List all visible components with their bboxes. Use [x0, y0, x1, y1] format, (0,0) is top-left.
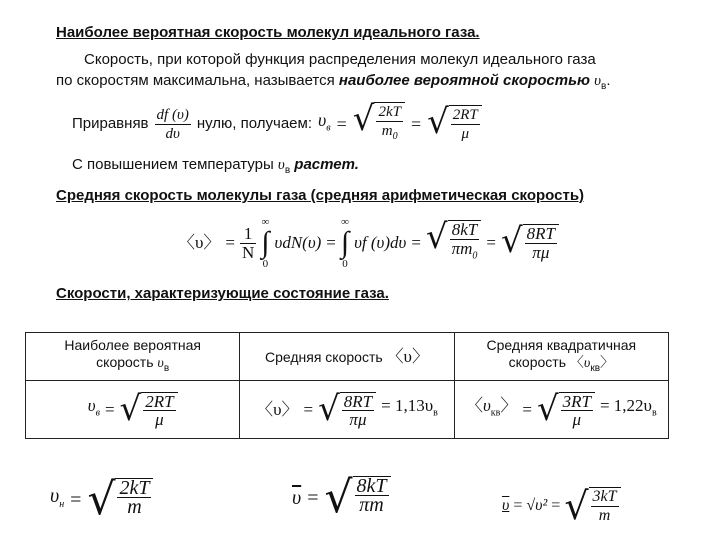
table-header-row — [26, 333, 669, 381]
header-most-probable-word: скорость — [96, 353, 154, 370]
equate-sqrt1-num: 2kT — [378, 104, 401, 120]
formula-mean — [256, 388, 438, 429]
formula-rms: 〈$\upsilon_{кв}$〉 = √ $\frac{3RT}{\mu}$ = $1,22\upsilon_в$ — [465, 388, 657, 429]
header-mean-text: Средняя скорость — [264, 348, 383, 365]
definition-end: . — [606, 72, 611, 89]
table-formula-row — [26, 381, 669, 439]
header-rms-l1: Средняя квадратичная — [486, 336, 637, 353]
formula-mean-den: πμ — [349, 409, 367, 429]
bottom-f3-den: m — [598, 507, 611, 524]
bottom-f2-den: πm — [359, 494, 384, 516]
sqrt-sign-icon: √ — [352, 99, 375, 139]
formula-mp-num: 2RT — [145, 391, 174, 411]
bottom-f3-sqrt — [564, 484, 620, 528]
header-most-probable-sym: υ — [157, 355, 164, 371]
integral-2-lower: 0 — [342, 258, 348, 270]
mean-lhs: 〈υ〉 — [178, 233, 221, 252]
equate-sqrt1-den: m — [381, 123, 393, 139]
formula-mean-lhs: 〈υ〉 — [256, 400, 299, 419]
temp-symbol: υ — [277, 157, 285, 173]
bottom-f2-sqrt — [324, 472, 390, 523]
equate-sqrt1 — [352, 99, 405, 146]
table-formula-mean — [240, 381, 454, 439]
paragraph-definition-line2 — [56, 72, 611, 96]
equate-prefix: Приравняв — [72, 115, 149, 132]
equate-eq1: = — [336, 114, 347, 134]
header-mean-sym: 〈υ〉 — [386, 346, 429, 366]
integral-2-upper: ∞ — [341, 216, 349, 228]
formula-rms-num: 3RT — [562, 391, 591, 411]
bottom-f1-sqrt — [87, 474, 153, 525]
equate-lhs-sub: в — [326, 122, 331, 134]
table-header-most-probable — [26, 333, 240, 381]
equate-sqrt1-den-sub: 0 — [392, 131, 398, 142]
formula-mean-sqrt — [318, 388, 376, 429]
table-formula-most-probable — [26, 381, 240, 439]
bottom-f2-num: 8kT — [356, 475, 387, 497]
mean-eq3: = — [411, 233, 421, 252]
temperature-line — [72, 156, 359, 180]
integral-sign-icon: ∫ — [340, 226, 350, 259]
definition-term: наиболее вероятной скоростью — [338, 72, 590, 89]
header-rms-l2: скорость 〈$\upsilon_{кв}$〉 — [508, 353, 615, 374]
header-rms-sym: υ — [583, 355, 591, 371]
temp-suffix: растет. — [294, 156, 359, 173]
equate-middle-text: нулю, получаем: — [196, 115, 312, 132]
sqrt-sign-icon: √ — [427, 102, 449, 142]
heading-speeds-table: Скорости, характеризующие состояние газа. — [56, 285, 389, 302]
bottom-f2-lhs: $\overline{\upsilon}$ — [292, 487, 302, 509]
mean-eq2: = — [326, 233, 336, 252]
derivative-numerator: df (υ) — [156, 106, 189, 123]
integral-sign-icon: ∫ — [261, 226, 270, 259]
sqrt-sign-icon: √ — [425, 217, 448, 258]
equate-sqrt2 — [427, 102, 482, 143]
bottom-f1-eq: = — [70, 489, 82, 511]
equate-lhs-symbol — [318, 111, 331, 138]
mean-sqrt1-den-sub: 0 — [472, 250, 478, 262]
header-most-probable-sub: в — [163, 362, 170, 374]
temp-prefix: С повышением температуры — [72, 156, 274, 173]
sqrt-sign-icon: √ — [318, 388, 340, 429]
equate-eq2: = — [410, 114, 422, 134]
formula-mean-tail: = 1,13υ — [381, 396, 434, 416]
mean-int1-body: υdN(υ) — [274, 233, 322, 252]
mean-eq1: = — [225, 233, 236, 252]
header-most-probable-l2 — [30, 354, 235, 377]
mean-sqrt2 — [500, 221, 559, 262]
bottom-f3-lhs: υ — [502, 497, 510, 514]
formula-rms-tail: = 1,22υ — [599, 396, 652, 416]
sqrt-sign-icon: √ — [87, 474, 116, 525]
table-header-mean — [240, 333, 454, 381]
definition-symbol-sub: в — [601, 81, 607, 92]
formula-rms-lhs: υ — [482, 396, 491, 416]
formula-mp-lhs: υ — [87, 396, 96, 416]
formula-mean-eq: = — [303, 400, 314, 419]
bottom-f3-mid: √υ² — [526, 497, 548, 514]
header-rms-sub: кв — [590, 362, 601, 374]
derivative-fraction — [155, 106, 191, 143]
formula-rms-lhs-sub: кв — [490, 407, 501, 419]
formula-rms-den: μ — [572, 409, 582, 429]
formula-mp-sqrt — [119, 388, 178, 429]
derivative-denominator: dυ — [165, 125, 180, 142]
formula-mp-den: μ — [155, 409, 164, 429]
integral-2 — [341, 216, 349, 270]
formula-most-probable — [87, 388, 178, 429]
mean-fraction — [240, 225, 256, 262]
formula-mean-tail-sub: в — [433, 407, 438, 419]
speeds-comparison-table — [25, 332, 669, 439]
mean-sqrt1 — [425, 217, 481, 265]
bottom-f1-sub: н — [59, 498, 65, 510]
mean-int2-body: υf (υ)dυ — [354, 233, 407, 252]
sqrt-sign-icon: √ — [119, 388, 142, 429]
mean-sqrt1-num: 8kT — [450, 221, 480, 240]
bottom-formula-most-probable — [50, 470, 153, 530]
formula-mp-eq: = — [104, 400, 115, 419]
sqrt-sign-icon: √ — [500, 221, 523, 261]
mean-speed-formula — [178, 214, 559, 272]
bottom-f3-eq1: = — [513, 497, 523, 514]
header-most-probable-l1: Наиболее вероятная — [64, 336, 201, 353]
header-rms-word: скорость — [508, 353, 566, 370]
equate-line — [72, 96, 482, 152]
mean-sqrt2-den: πμ — [532, 243, 550, 262]
integral-1 — [261, 216, 269, 270]
bottom-f1-den: m — [127, 496, 142, 518]
definition-prefix: по скоростям максимальна, называется — [56, 72, 339, 89]
bottom-f3-eq2: = — [551, 497, 561, 514]
mean-sqrt2-num: 8RT — [526, 224, 555, 243]
equate-sqrt2-num: 2RT — [452, 107, 478, 123]
heading-most-probable-speed: Наиболее вероятная скорость молекул идеального газа. — [56, 24, 480, 41]
sqrt-sign-icon: √ — [324, 472, 353, 523]
heading-mean-speed: Средняя скорость молекулы газа (средняя арифметическая скорость) — [56, 187, 585, 204]
bottom-f1-lhs: υ — [50, 484, 60, 507]
bottom-f2-eq: = — [307, 487, 319, 509]
formula-rms-eq: = — [522, 400, 532, 419]
paragraph-definition-line1: Скорость, при которой функция распределения молекул идеального газа — [84, 51, 596, 68]
mean-frac-num: 1 — [240, 225, 256, 244]
mean-eq4: = — [486, 233, 496, 252]
bottom-f1-num: 2kT — [119, 477, 150, 499]
bottom-f3-num: 3kT — [592, 488, 617, 505]
integral-1-lower: 0 — [262, 258, 269, 270]
temp-sub: в — [284, 165, 291, 176]
table-header-rms — [454, 333, 668, 381]
formula-mp-sub: в — [95, 407, 100, 419]
equate-lhs: υ — [318, 109, 327, 130]
formula-mean-num: 8RT — [343, 391, 373, 411]
table-formula-rms — [454, 381, 668, 439]
mean-frac-den: N — [242, 242, 255, 262]
integral-1-upper: ∞ — [261, 216, 270, 228]
formula-rms-sqrt — [536, 388, 595, 429]
bottom-formula-mean — [292, 466, 391, 530]
bottom-formula-rms — [502, 478, 621, 534]
definition-symbol: υ — [594, 73, 602, 89]
mean-sqrt1-den: πm — [451, 239, 473, 259]
equate-sqrt2-den: μ — [461, 126, 470, 142]
sqrt-sign-icon: √ — [564, 484, 589, 528]
sqrt-sign-icon: √ — [536, 388, 559, 429]
formula-rms-tail-sub: в — [651, 407, 657, 419]
